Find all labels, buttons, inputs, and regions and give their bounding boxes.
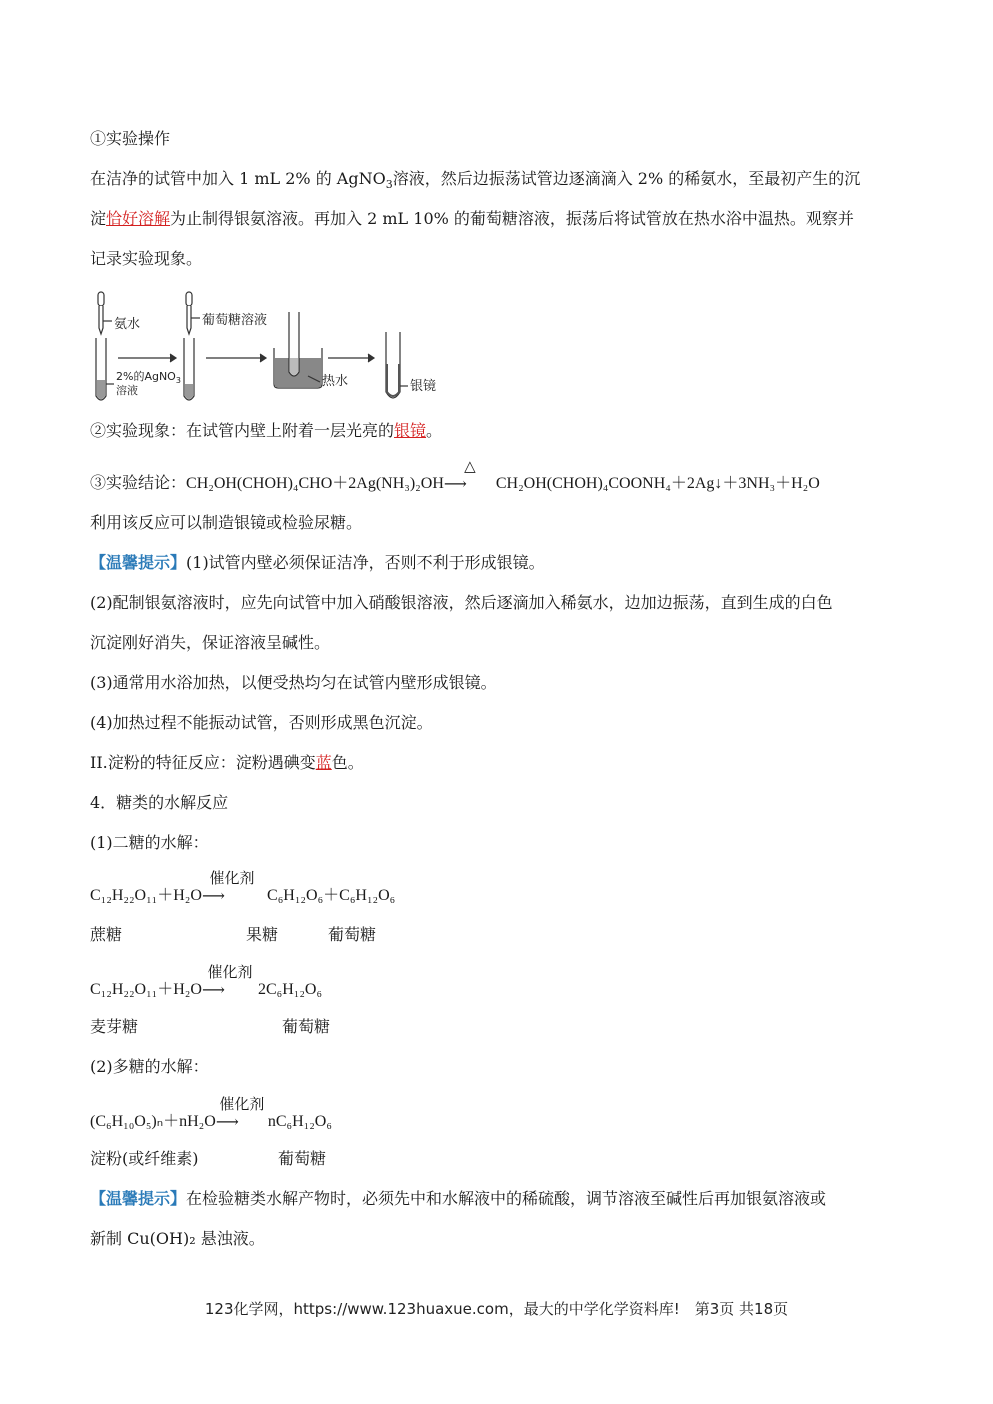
equation-1-name-glucose: 葡萄糖: [328, 925, 377, 944]
tip-1: 【温馨提示】(1)试管内壁必须保证洁净，否则不利于形成银镜。: [90, 553, 545, 572]
highlight-silver-mirror: 银镜: [394, 421, 427, 440]
reaction-arrow: 催化剂 ⟶: [215, 1095, 265, 1131]
reaction-arrow: △ ⟶: [443, 457, 476, 493]
equation-3-name-starch: 淀粉(或纤维素): [90, 1149, 199, 1168]
equation-1: C₁₂H₂₂O₁₁＋H₂O 催化剂 ⟶ C₆H₁₂O₆＋C₆H₁₂O₆: [90, 869, 396, 905]
highlight-dissolve: 恰好溶解: [106, 209, 171, 228]
equation-1-name-sucrose: 蔗糖: [90, 925, 123, 944]
equation-2-name-maltose: 麦芽糖: [90, 1017, 139, 1036]
test-tube-icon: [96, 338, 114, 400]
section-4-title: 4．糖类的水解反应: [90, 793, 229, 812]
dropper-icon: [98, 292, 112, 334]
tip-2-line-2: 沉淀刚好消失，保证溶液呈碱性。: [90, 633, 331, 652]
label-solution: 溶液: [116, 384, 138, 397]
tip-tag: 【温馨提示】: [90, 1189, 187, 1208]
tip-3: (3)通常用水浴加热，以便受热均匀在试管内壁形成银镜。: [90, 673, 497, 692]
tip-4: (4)加热过程不能振动试管，否则形成黑色沉淀。: [90, 713, 433, 732]
experiment-figure: [88, 288, 448, 410]
equation-2: C₁₂H₂₂O₁₁＋H₂O 催化剂 ⟶ 2C₆H₁₂O₆: [90, 963, 323, 999]
phenomenon: ②实验现象：在试管内壁上附着一层光亮的银镜。: [90, 421, 443, 440]
tip-tag: 【温馨提示】: [90, 553, 187, 572]
polysaccharide-title: (2)多糖的水解：: [90, 1057, 209, 1076]
operation-line-2: 淀恰好溶解为止制得银氨溶液。再加入 2 mL 10% 的葡萄糖溶液，振荡后将试管放在热水浴中温热。观察并: [90, 209, 854, 228]
tip-hydrolysis-line-2: 新制 Cu(OH)₂ 悬浊液。: [90, 1229, 265, 1248]
label-agno3: 2%的AgNO$_3$: [116, 370, 181, 385]
label-glucose: 葡萄糖溶液: [202, 313, 268, 328]
page-footer: 123化学网，https://www.123huaxue.com，最大的中学化学资料库! 第3页 共18页: [204, 1300, 789, 1318]
starch-reaction: II.淀粉的特征反应：淀粉遇碘变蓝色。: [90, 753, 364, 772]
test-tube-icon: [184, 338, 194, 400]
equation-2-name-glucose: 葡萄糖: [282, 1017, 331, 1036]
label-ammonia: 氨水: [114, 317, 141, 332]
highlight-blue: 蓝: [315, 753, 332, 772]
conclusion-note: 利用该反应可以制造银镜或检验尿糖。: [90, 513, 363, 532]
test-tube-icon: [386, 332, 408, 398]
reaction-arrow: 催化剂 ⟶: [201, 963, 253, 999]
equation-3-name-glucose: 葡萄糖: [278, 1149, 327, 1168]
equation-1-name-fructose: 果糖: [246, 925, 279, 944]
conclusion-equation: ③实验结论：CH₂OH(CHOH)₄CHO＋2Ag(NH₃)₂OH △ ⟶ CH₂OH(CHOH)₄COONH₄＋2Ag↓＋3NH₃＋H₂O: [90, 457, 820, 493]
section-title-operation: ①实验操作: [90, 129, 171, 148]
disaccharide-title: (1)二糖的水解：: [90, 833, 209, 852]
equation-3: (C₆H₁₀O₅)ₙ＋nH₂O 催化剂 ⟶ nC₆H₁₂O₆: [90, 1095, 332, 1131]
label-silver-mirror: 银镜: [410, 379, 437, 394]
tip-hydrolysis-line-1: 【温馨提示】在检验糖类水解产物时，必须先中和水解液中的稀硫酸，调节溶液至碱性后再加银氨溶液或: [90, 1189, 827, 1208]
tip-2-line-1: (2)配制银氨溶液时，应先向试管中加入硝酸银溶液，然后逐滴加入稀氨水，边加边振荡，直到生成的白色: [90, 593, 833, 612]
operation-line-3: 记录实验现象。: [90, 249, 203, 268]
dropper-icon: [186, 292, 200, 334]
water-bath-icon: [274, 312, 322, 388]
label-hot-water: 热水: [322, 374, 349, 389]
reaction-arrow: 催化剂 ⟶: [201, 869, 255, 905]
operation-line-1: 在洁净的试管中加入 1 mL 2% 的 AgNO$_3$溶液，然后边振荡试管边逐滴滴入 2% 的稀氨水，至最初产生的沉: [90, 169, 861, 191]
